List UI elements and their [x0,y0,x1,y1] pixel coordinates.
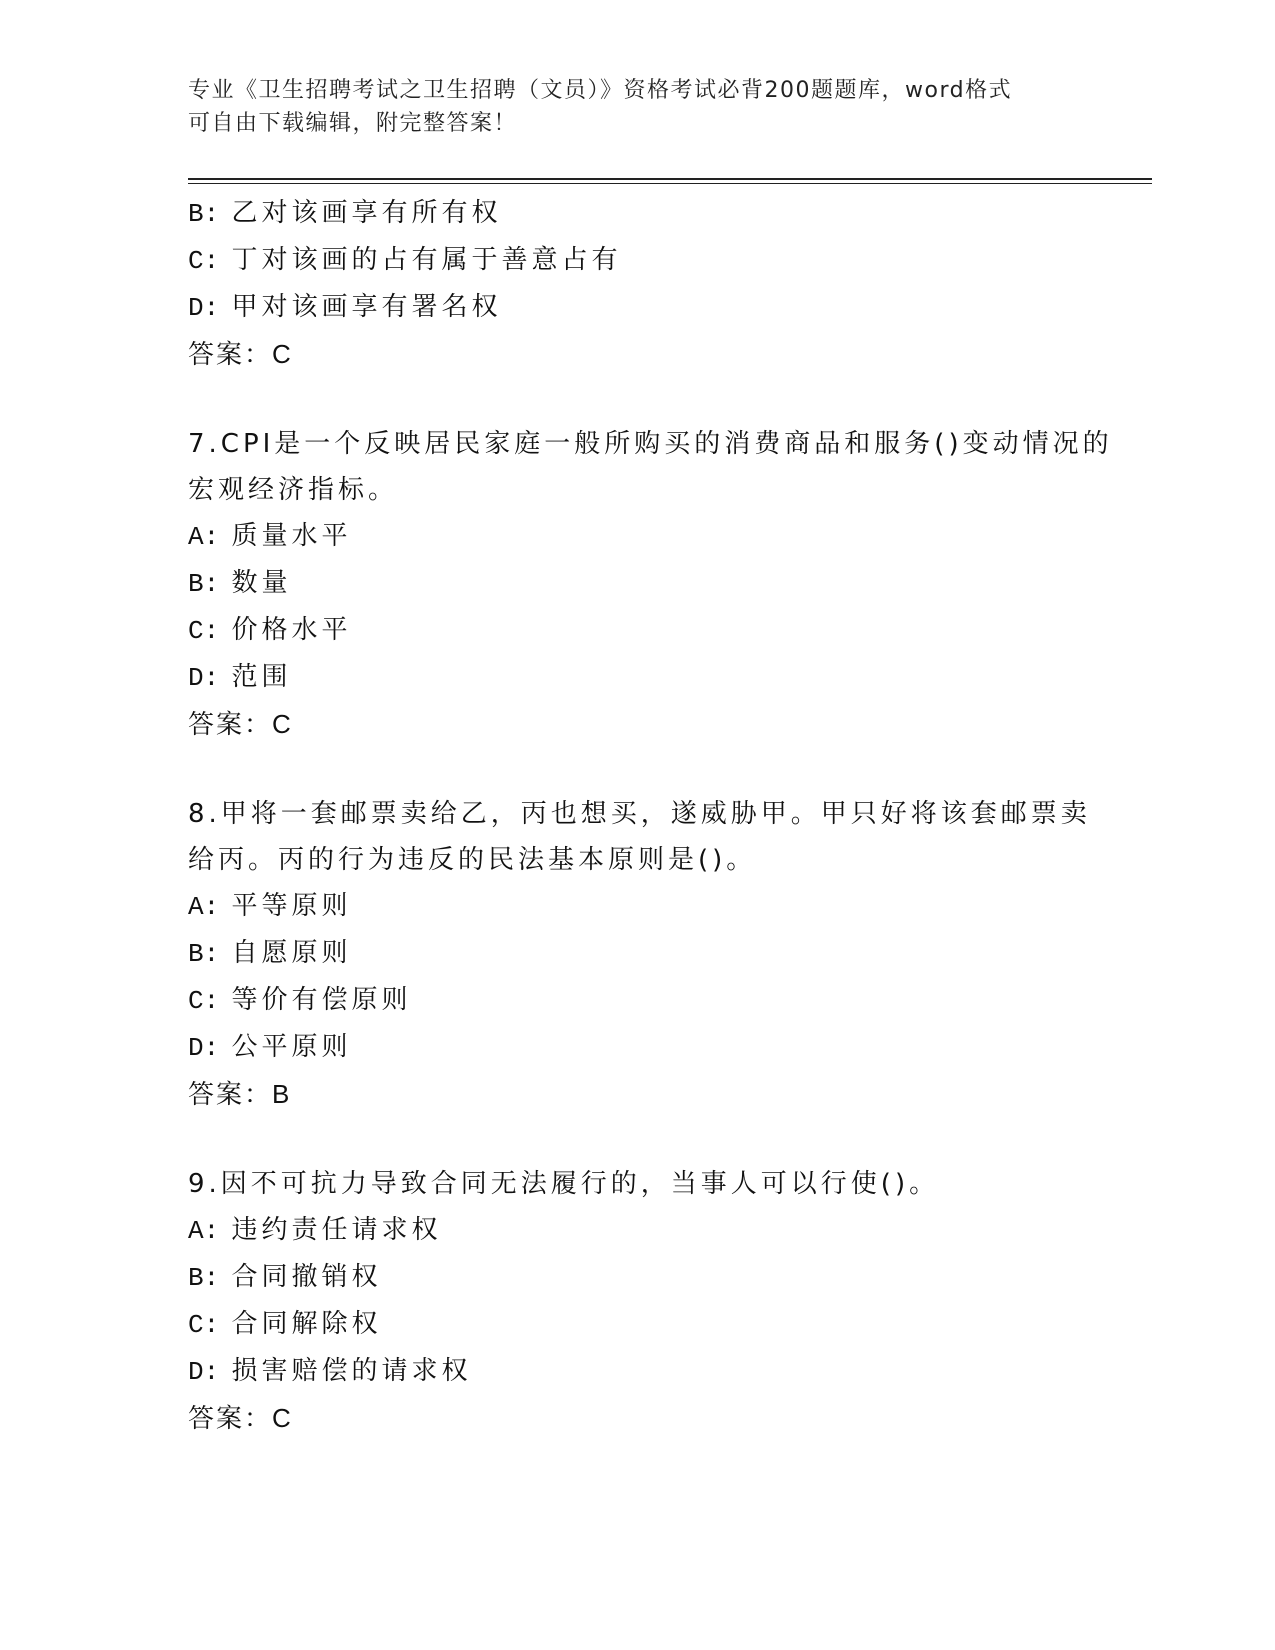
question-9 [188,1161,1088,1441]
document-header [188,74,1088,140]
option-c: C: 价格水平 [188,615,352,646]
answer-line: 答案：B [188,1079,292,1109]
question-7 [188,421,1113,747]
option-a: A: 违约责任请求权 [188,1215,442,1246]
option-b: B: 自愿原则 [188,938,352,969]
question-text-line1: 9.因不可抗力导致合同无法履行的，当事人可以行使()。 [188,1169,940,1199]
option-b: B: 乙对该画享有所有权 [188,198,502,229]
option-c: C: 丁对该画的占有属于善意占有 [188,245,622,276]
answer-line: 答案：C [188,1403,293,1433]
question-8 [188,791,1091,1117]
question-text-line1: 8.甲将一套邮票卖给乙，丙也想买，遂威胁甲。甲只好将该套邮票卖 [188,799,1091,829]
question-text-line1: 7.CPI是一个反映居民家庭一般所购买的消费商品和服务()变动情况的 [188,429,1113,459]
option-a: A: 质量水平 [188,521,352,552]
answer-line: 答案：C [188,709,293,739]
document-body [188,190,1113,1441]
header-divider-thick [188,178,1152,180]
option-b: B: 数量 [188,568,292,599]
option-d: D: 损害赔偿的请求权 [188,1356,472,1387]
option-d: D: 范围 [188,662,292,693]
option-a: A: 平等原则 [188,891,352,922]
option-c: C: 合同解除权 [188,1309,382,1340]
option-b: B: 合同撤销权 [188,1262,382,1293]
question-text-line2: 宏观经济指标。 [188,475,399,505]
answer-line: 答案：C [188,339,293,369]
option-d: D: 甲对该画享有署名权 [188,292,502,323]
header-title-line1: 专业《卫生招聘考试之卫生招聘（文员）》资格考试必背200题题库，word格式 [188,78,1013,103]
header-title-line2: 可自由下载编辑，附完整答案！ [188,111,518,136]
question-text-line2: 给丙。丙的行为违反的民法基本原则是()。 [188,845,757,875]
option-d: D: 公平原则 [188,1032,352,1063]
header-divider-thin [188,183,1152,184]
question-6-continuation [188,190,1088,377]
option-c: C: 等价有偿原则 [188,985,412,1016]
